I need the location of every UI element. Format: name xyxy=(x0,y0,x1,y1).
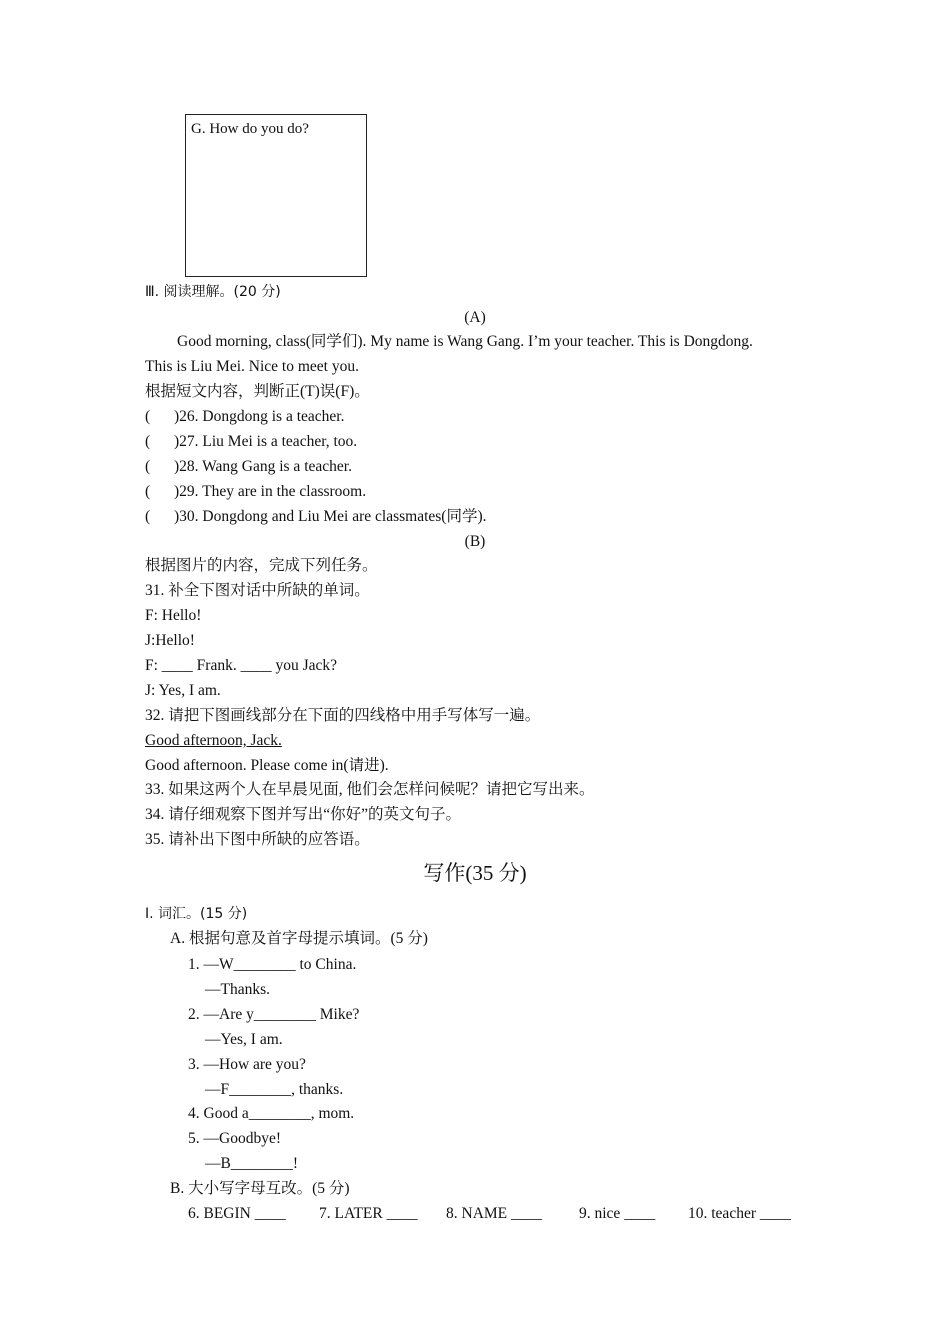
caps-item: 6. BEGIN ____ xyxy=(188,1205,286,1222)
fill-line: 3. —How are you? xyxy=(188,1056,306,1073)
part-b-label: (B) xyxy=(464,533,486,550)
part-a-title: A. 根据句意及首字母提示填词。(5 分) xyxy=(170,930,428,947)
question-32: 32. 请把下图画线部分在下面的四线格中用手写体写一遍。 xyxy=(145,707,541,724)
part-a-label: (A) xyxy=(464,309,486,326)
tf-item-29: )29. They are in the classroom. xyxy=(174,483,367,500)
fill-line: 4. Good a________, mom. xyxy=(188,1105,355,1122)
passage-line-2: This is Liu Mei. Nice to meet you. xyxy=(145,358,359,375)
fill-line: 1. —W________ to China. xyxy=(188,956,357,973)
dialogue-line: J: Yes, I am. xyxy=(145,682,221,699)
fill-line: 5. —Goodbye! xyxy=(188,1130,281,1147)
tf-item-paren: ( xyxy=(145,408,151,425)
writing-heading: 写作(35 分) xyxy=(423,861,527,885)
caps-item: 9. nice ____ xyxy=(579,1205,656,1222)
tf-item-paren: ( xyxy=(145,508,151,525)
part-b-instruction: 根据图片的内容，完成下列任务。 xyxy=(145,557,378,574)
reply-sentence: Good afternoon. Please come in(请进). xyxy=(145,757,389,774)
dialogue-line: J:Hello! xyxy=(145,632,195,649)
section-3-title: Ⅲ. 阅读理解。(20 分) xyxy=(145,284,281,300)
caps-item: 7. LATER ____ xyxy=(319,1205,418,1222)
question-34: 34. 请仔细观察下图并写出“你好”的英文句子。 xyxy=(145,806,462,823)
fill-line: —B________! xyxy=(205,1155,298,1172)
part-a-instruction: 根据短文内容，判断正(T)误(F)。 xyxy=(145,383,370,400)
vocab-section-title: Ⅰ. 词汇。(15 分) xyxy=(145,906,248,922)
dialogue-line: F: ____ Frank. ____ you Jack? xyxy=(145,657,338,674)
fill-line: —Yes, I am. xyxy=(205,1031,283,1048)
tf-item-26: )26. Dongdong is a teacher. xyxy=(174,408,345,425)
tf-item-28: )28. Wang Gang is a teacher. xyxy=(174,458,352,475)
fill-line: —Thanks. xyxy=(205,981,271,998)
caps-item: 10. teacher ____ xyxy=(688,1205,791,1222)
tf-item-paren: ( xyxy=(145,483,151,500)
tf-item-paren: ( xyxy=(145,458,151,475)
fill-line: 2. —Are y________ Mike? xyxy=(188,1006,360,1023)
question-31: 31. 补全下图对话中所缺的单词。 xyxy=(145,582,370,599)
fill-line: —F________, thanks. xyxy=(205,1081,344,1098)
dialogue-line: F: Hello! xyxy=(145,607,202,624)
part-b-title: B. 大小写字母互改。(5 分) xyxy=(170,1180,350,1197)
question-35: 35. 请补出下图中所缺的应答语。 xyxy=(145,831,370,848)
tf-item-27: )27. Liu Mei is a teacher, too. xyxy=(174,433,358,450)
question-33: 33. 如果这两个人在早晨见面, 他们会怎样问候呢？请把它写出来。 xyxy=(145,781,595,798)
caps-item: 8. NAME ____ xyxy=(446,1205,543,1222)
tf-item-paren: ( xyxy=(145,433,151,450)
tf-item-30: )30. Dongdong and Liu Mei are classmates(同学). xyxy=(174,508,487,525)
underlined-sentence: Good afternoon, Jack. xyxy=(145,732,282,749)
passage-line-1: Good morning, class(同学们). My name is Wang Gang. I’m your teacher. This is Dongdong. xyxy=(177,333,753,350)
option-g-text: G. How do you do? xyxy=(191,121,309,137)
option-box xyxy=(185,114,367,277)
